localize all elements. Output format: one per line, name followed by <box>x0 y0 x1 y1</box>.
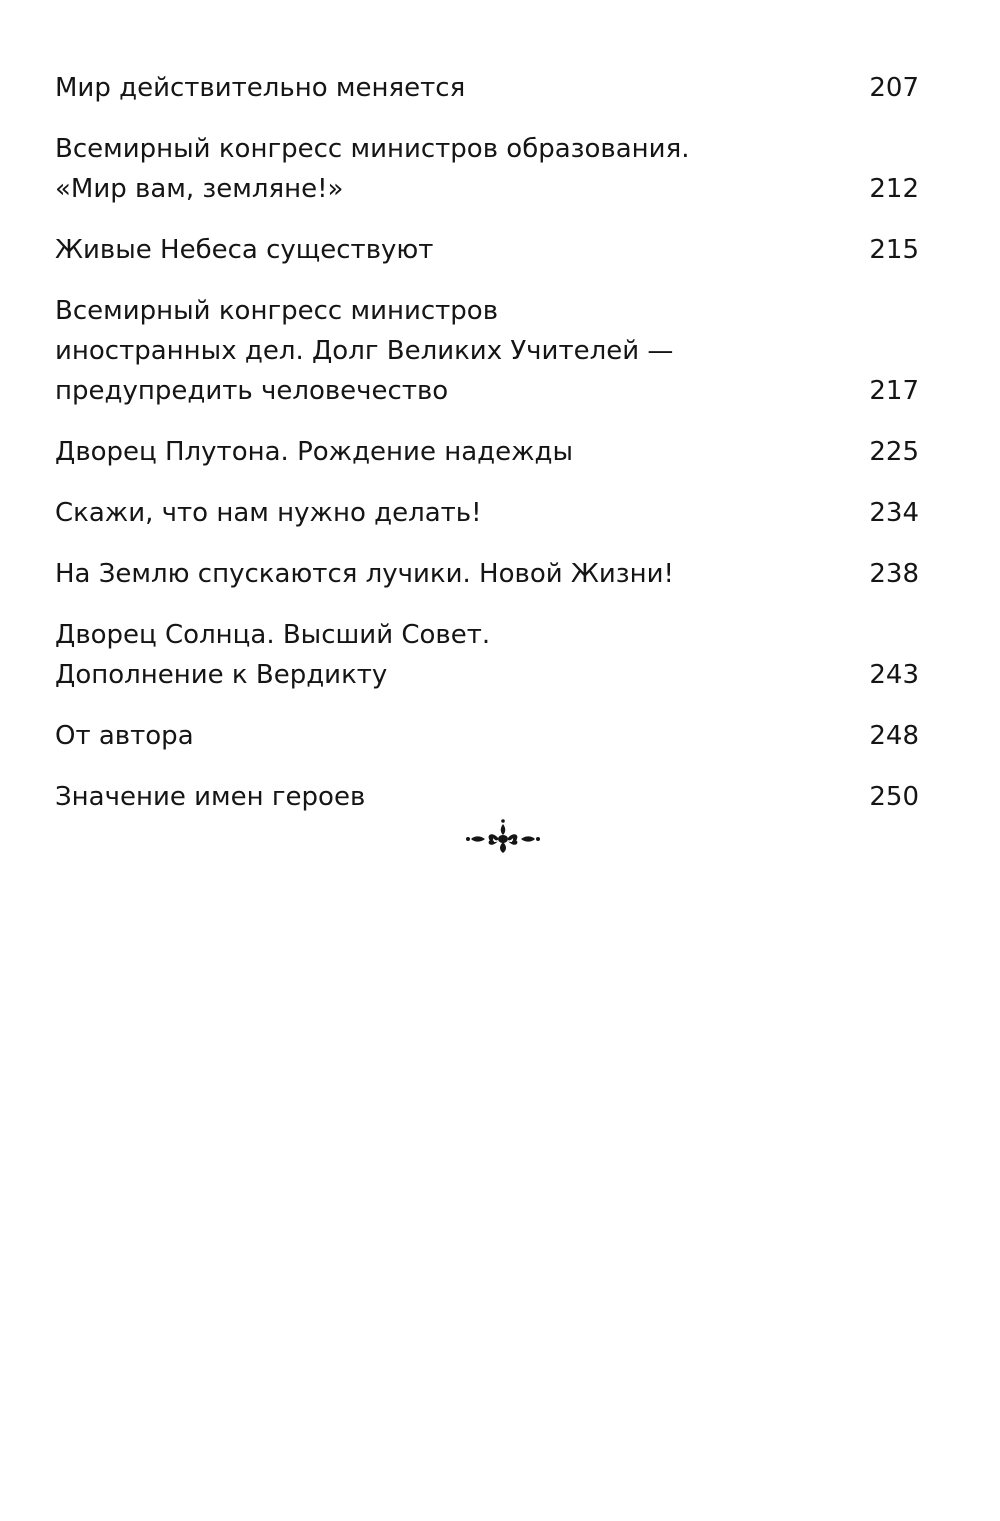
toc-entry[interactable] <box>55 68 919 108</box>
fleuron-ornament-icon <box>465 818 541 856</box>
toc-entry-title: Живые Небеса существуют <box>55 235 434 265</box>
toc-entry[interactable] <box>55 777 919 817</box>
toc-entry-title: «Мир вам, земляне!» <box>55 174 344 204</box>
toc-entry-line <box>55 716 919 756</box>
toc-page-number: 207 <box>869 73 919 103</box>
table-of-contents <box>55 68 919 838</box>
toc-page-number: 215 <box>869 235 919 265</box>
toc-entry-line <box>55 655 919 695</box>
toc-entry-title: Значение имен героев <box>55 782 366 812</box>
toc-entry-title-line: Всемирный конгресс министров <box>55 296 499 326</box>
toc-entry-line <box>55 432 919 472</box>
toc-page-number: 238 <box>869 559 919 589</box>
toc-entry[interactable] <box>55 493 919 533</box>
toc-entry[interactable] <box>55 291 919 411</box>
toc-entry-title-line: Дворец Солнца. Высший Совет. <box>55 620 491 650</box>
toc-page-number: 248 <box>869 721 919 751</box>
toc-page-number: 217 <box>869 376 919 406</box>
toc-entry-title: Мир действительно меняется <box>55 73 466 103</box>
toc-entry[interactable] <box>55 129 919 209</box>
toc-page-number: 225 <box>869 437 919 467</box>
toc-entry-title: Скажи, что нам нужно делать! <box>55 498 482 528</box>
toc-entry[interactable] <box>55 716 919 756</box>
toc-page-number: 212 <box>869 174 919 204</box>
toc-entry-line <box>55 554 919 594</box>
toc-entry-title-line: иностранных дел. Долг Великих Учителей — <box>55 336 674 366</box>
toc-entry-title: На Землю спускаются лучики. Новой Жизни! <box>55 559 674 589</box>
toc-page-number: 243 <box>869 660 919 690</box>
toc-entry[interactable] <box>55 615 919 695</box>
toc-entry[interactable] <box>55 554 919 594</box>
toc-entry-title: предупредить человечество <box>55 376 449 406</box>
toc-page-number: 234 <box>869 498 919 528</box>
toc-page-number: 250 <box>869 782 919 812</box>
toc-entry[interactable] <box>55 230 919 270</box>
toc-entry-line <box>55 68 919 108</box>
toc-entry-line <box>55 230 919 270</box>
toc-entry-line <box>55 169 919 209</box>
toc-entry-line <box>55 493 919 533</box>
toc-entry-line <box>55 777 919 817</box>
toc-entry-title: Дополнение к Вердикту <box>55 660 388 690</box>
toc-entry-line <box>55 371 919 411</box>
toc-entry[interactable] <box>55 432 919 472</box>
toc-entry-title-line: Всемирный конгресс министров образования. <box>55 134 690 164</box>
toc-entry-title: От автора <box>55 721 194 751</box>
toc-entry-title: Дворец Плутона. Рождение надежды <box>55 437 574 467</box>
